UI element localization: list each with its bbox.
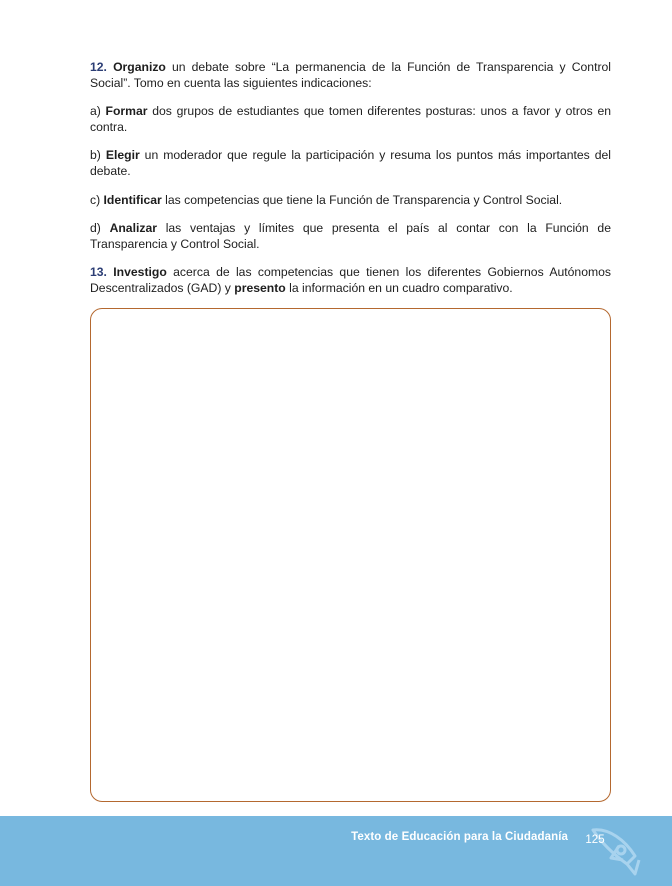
- question-12-text: un debate sobre “La permanencia de la Función de Transparencia y Control Social”. Tomo en cuenta las siguientes indicaciones:: [90, 60, 611, 90]
- indication-d-text: las ventajas y límites que presenta el país al contar con la Función de Transparencia y Control Social.: [90, 221, 611, 251]
- indication-b-verb: Elegir: [105, 148, 140, 163]
- footer-title: Texto de Educación para la Ciudadanía: [351, 831, 568, 843]
- indication-a: [90, 104, 611, 135]
- question-13-text: acerca de las competencias que tienen los diferentes Gobiernos Autónomos Descentralizados (GAD) y: [90, 265, 611, 295]
- question-13-verb: Investigo: [113, 265, 167, 280]
- question-13: [90, 265, 611, 296]
- question-12: [90, 60, 611, 91]
- page-footer: [0, 816, 672, 886]
- indication-c: [90, 193, 611, 209]
- indication-b-text: un moderador que regule la participación y resuma los puntos más importantes del debate.: [90, 148, 611, 178]
- indication-b: [90, 148, 611, 179]
- question-13-number: 13.: [90, 265, 107, 280]
- indication-a-prefix: a): [90, 104, 106, 119]
- indication-d-prefix: d): [90, 221, 110, 236]
- answer-box[interactable]: [90, 308, 611, 802]
- indication-d-verb: Analizar: [109, 221, 157, 236]
- rocket-icon: [583, 816, 653, 886]
- indication-c-prefix: c): [90, 192, 104, 207]
- indication-d: [90, 221, 611, 252]
- indication-c-verb: Identificar: [103, 192, 162, 207]
- question-13-verb-2: presento: [234, 280, 286, 295]
- indication-a-verb: Formar: [105, 104, 148, 119]
- question-12-number: 12.: [90, 60, 107, 74]
- activity-text: [90, 60, 611, 310]
- page-number: 125: [585, 834, 605, 846]
- question-13-text-2: la información en un cuadro comparativo.: [285, 280, 513, 295]
- question-12-verb: Organizo: [113, 60, 166, 74]
- indication-b-prefix: b): [90, 148, 106, 163]
- indication-a-text: dos grupos de estudiantes que tomen diferentes posturas: unos a favor y otros en contra.: [90, 104, 611, 134]
- indication-c-text: las competencias que tiene la Función de Transparencia y Control Social.: [161, 192, 563, 207]
